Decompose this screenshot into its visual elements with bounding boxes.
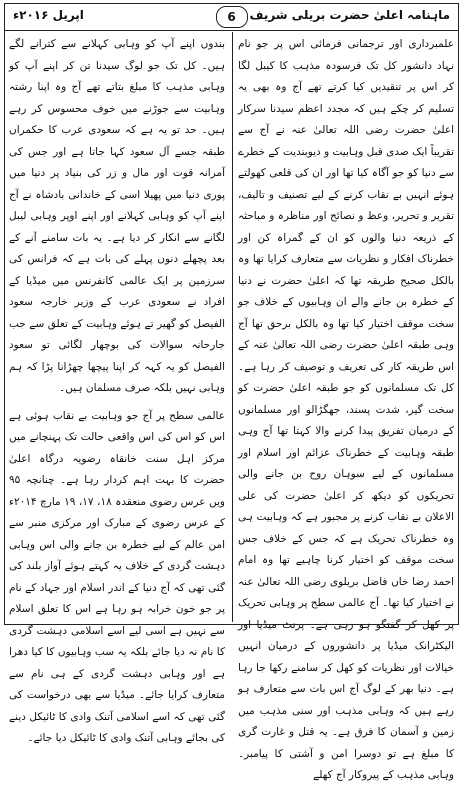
issue-date: اپریل ۲۰۱۶ء — [13, 8, 84, 22]
page-number: 6 — [216, 6, 248, 28]
right-column — [238, 34, 454, 781]
magazine-title: ماہنامہ اعلیٰ حضرت بریلی شریف — [249, 8, 450, 22]
article-paragraph: بندوں اپنے آپ کو وہابی کہلانے سے کترانے لگے ہیں۔ کل تک جو لوگ سیدنا تن کر اپنے آپ کو وہابی مذہب کا مبلغ بتاتے تھے آج وہ اپنا رشتہ وہابیت سے جوڑنے میں خوف محسوس کر رہے ہیں۔ حد تو یہ ہے کہ سعودی عرب کا حکمراں طبقہ جسے آل سعود کہا جاتا ہے اور جس کی آمرانہ قوت اور مال و زر کی بنیاد پر دنیا میں پوری دنیا میں پھیلا اسی کے خاندانی بادشاہ نے آج اپنے آپ کو وہابی کہلانے اور اپنے اوپر وہابی لیبل لگانے سے انکار کر دیا ہے۔ یہ بات سامنے آنے کے بعد پچھلے دنوں پہلے کی بات ہے کہ فرانس کی سرزمین پر ایک عالمی کانفرنس میں میڈیا کے افراد نے سعودی عرب کے وزیر خارجہ سعود الفیصل کو گھیر تے ہوئے وہابیت کے تعلق سے جب جارحانہ سوالات کی بوچھار لگائی تو سعود الفیصل کو یہ کہہ کر اپنا پیچھا چھڑانا پڑا کہ ہم وہابی نہیں بلکہ صرف مسلمان ہیں۔ — [9, 38, 225, 394]
column-divider — [232, 32, 233, 622]
page-header — [5, 4, 458, 31]
magazine-page — [4, 3, 459, 781]
article-paragraph: عالمی سطح پر آج جو وہابیت بے نقاب ہوئی ہے اس کو اس کی اس واقعی حالت تک پہنچانے میں مرکز اہل سنت خانقاہ رضویہ درگاہ اعلیٰ حضرت کا بہت اہم کردار رہا ہے۔ چنانچہ ۹۵ ویں عرس رضوی منعقدہ ۱۸، ۱۷، ۱۹ مارچ ۲۰۱۴ء کے عرس رضوی کے مبارک اور مرکزی منبر سے امن عالم کے لیے خطرہ بن جانے والی اس وہابی دہشت گردی کے خلاف یہ کہتے ہوئے آواز بلند کی گئی تھی کہ آج دنیا کے اندر اسلام اور جہاد کے نام پر جو خون خرابہ ہو رہا ہے اس کا تعلق اسلام سے نہیں ہے اسی لیے اسے اسلامی دہشت گردی کا نام نہ دیا جائے بلکہ یہ سب وہابیوں کا کیا دھرا ہے اور وہابی دہشت گردی کے ہی نام سے متعارف کرایا جائے۔ میڈیا سے بھی درخواست کی گئی تھی کہ اسے اسلامی آتنک وادی کا ٹائیکل دینے کی بجائے وہابی آتنک وادی کا ٹائیکل دیا جائے۔ — [9, 409, 225, 744]
article-paragraph: علمبرداری اور ترجمانی فرمائی اس پر جو نام نہاد دانشور کل تک فرسودہ مذہب کا کیبل لگا کر اس پر تنقیدیں کیا کرتے تھے آج وہ بھی یہ تسلیم کر چکے ہیں کہ مجدد اعظم سیدنا سرکار اعلیٰ حضرت رضی اللہ تعالیٰ عنہ نے آج سے تقریباً ایک صدی قبل وہابیت و دیوبندیت کے خطرے سے دنیا کو جو آگاہ کیا تھا اور ان کی قلعی کھولتے ہوئے انہیں بے نقاب کرنے کے لیے تصنیف و تالیف، تقریر و تحریر، وعظ و نصائح اور مناظرہ و مباحثہ کے ذریعہ دنیا والوں کو ان کے گمراہ کن اور خطرناک افکار و نظریات سے متعارف کرایا تھا وہ بالکل صحیح طریقہ تھا کہ اعلیٰ حضرت نے دنیا کے خطرہ بن جانے والے ان وہابیوں کے خلاف جو سخت موقف اختیار کیا تھا وہ بالکل برحق تھا آج وہی طبقہ اعلیٰ حضرت رضی اللہ تعالیٰ عنہ کے اس طریقہ کار کی تعریف و توصیف کر رہا ہے۔ کل تک مسلمانوں کو جو طبقہ اعلیٰ حضرت کو سخت گیر، شدت پسند، جھگڑالو اور مسلمانوں کے درمیان تفریق پیدا کرنے والا کہتا تھا آج وہی طبقہ وہابیت کے خطرناک عزائم اور اسلام اور مسلمانوں کے لیے سوہان روح بن جانے والی تحریکوں کو دیکھ کر اعلیٰ حضرت کی علی الاعلان بے نقاب کرنے پر مجبور ہے کہ وہابیت ہی وہ خطرناک تحریک ہے کہ جس کے خلاف جس سخت موقف کو اختیار کرنا چاہیے تھا وہ امام احمد رضا خاں فاضل بریلوی رضی اللہ تعالیٰ عنہ نے اختیار کیا تھا۔ آج عالمی سطح پر وہابی تحریک پر کھل کر گفتگو ہو رہی ہے۔ پرنٹ میڈیا اور الیکٹرانک میڈیا پر دانشوروں کے درمیان انہیں خیالات اور نظریات کو کھل کر سامنے رکھا جا رہا ہے۔ دنیا بھر کے لوگ آج اس بات سے متعارف ہو رہے ہیں کہ وہابی مذہب اور سنی مذہب میں زمین و آسمان کا فرق ہے۔ یہ قتل و غارت گری کا مبلغ ہے تو دوسرا امن و آشتی کا پیامبر۔ وہابی مذہب کے پیروکار آج کھلے — [238, 38, 454, 781]
left-column — [9, 34, 225, 744]
